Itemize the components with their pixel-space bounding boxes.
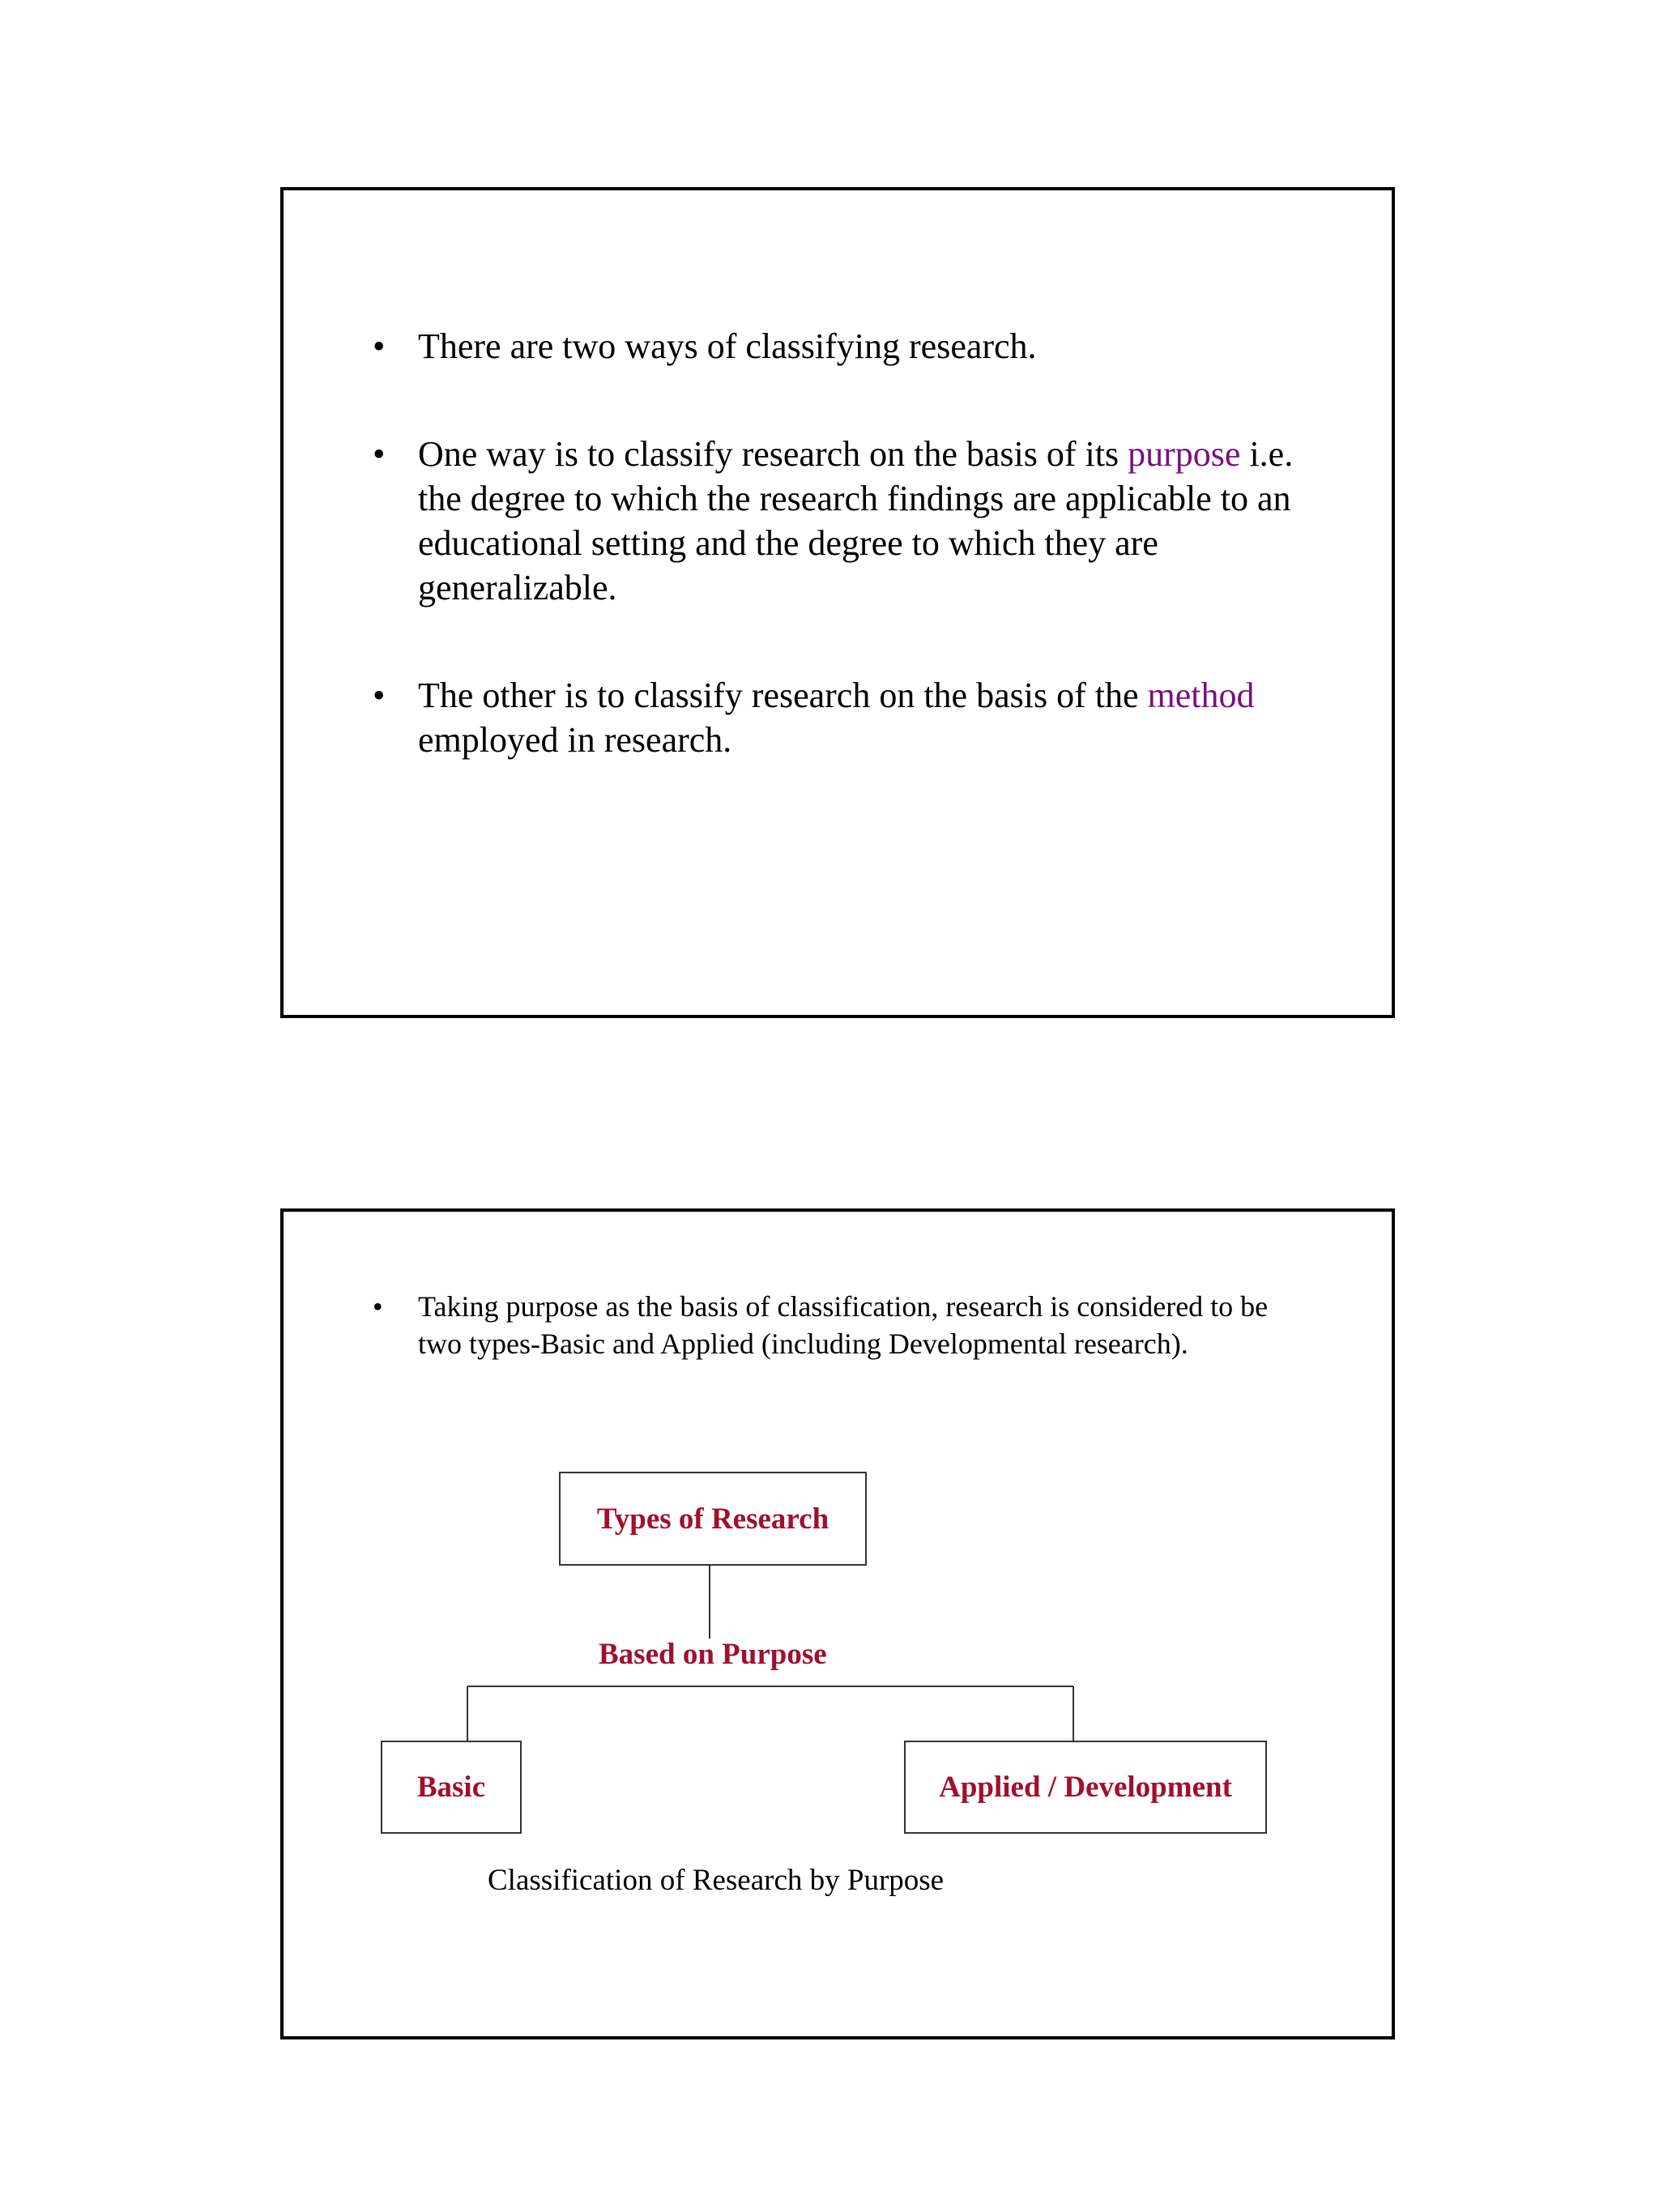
slide-1-bullet-1 [284, 324, 1392, 369]
bullet-text: The other is to classify research on the basis of the [418, 676, 1148, 715]
types-of-research-box [559, 1472, 867, 1566]
basic-label: Basic [416, 1771, 486, 1804]
slide-1-bullet-2 [284, 432, 1392, 610]
highlight-purpose: purpose [1128, 434, 1241, 474]
slide-1-bullet-list [284, 324, 1392, 762]
bullet-text-continued: employed in research. [418, 720, 732, 760]
slide-2 [280, 1208, 1395, 2039]
slide-2-bullet-1 [284, 1288, 1392, 1362]
types-of-research-label: Types of Research [596, 1502, 830, 1536]
bullet-text: Taking purpose as the basis of classification, research is considered to be two types-Basic and Applied (including Developmental research). [418, 1290, 1269, 1360]
highlight-method: method [1147, 676, 1255, 715]
bullet-text: There are two ways of classifying research. [418, 326, 1037, 366]
applied-development-box [904, 1741, 1267, 1834]
applied-development-label: Applied / Development [939, 1771, 1232, 1804]
slide-1 [280, 187, 1395, 1018]
bullet-icon: • [373, 326, 386, 366]
bullet-text: One way is to classify research on the basis of its [418, 434, 1128, 474]
slide-2-bullet-list [284, 1288, 1392, 1362]
bullet-icon: • [373, 676, 386, 715]
bullet-text-continued: i.e. the degree to which the research findings are applicable to an educational setting and the degree to which they are generalizable. [418, 434, 1294, 607]
diagram-caption: Classification of Research by Purpose [488, 1864, 945, 1897]
bullet-icon: • [373, 1290, 383, 1323]
based-on-purpose-label: Based on Purpose [599, 1638, 827, 1671]
bullet-icon: • [373, 434, 386, 474]
slide-1-bullet-3 [284, 673, 1392, 762]
basic-box [381, 1741, 522, 1834]
